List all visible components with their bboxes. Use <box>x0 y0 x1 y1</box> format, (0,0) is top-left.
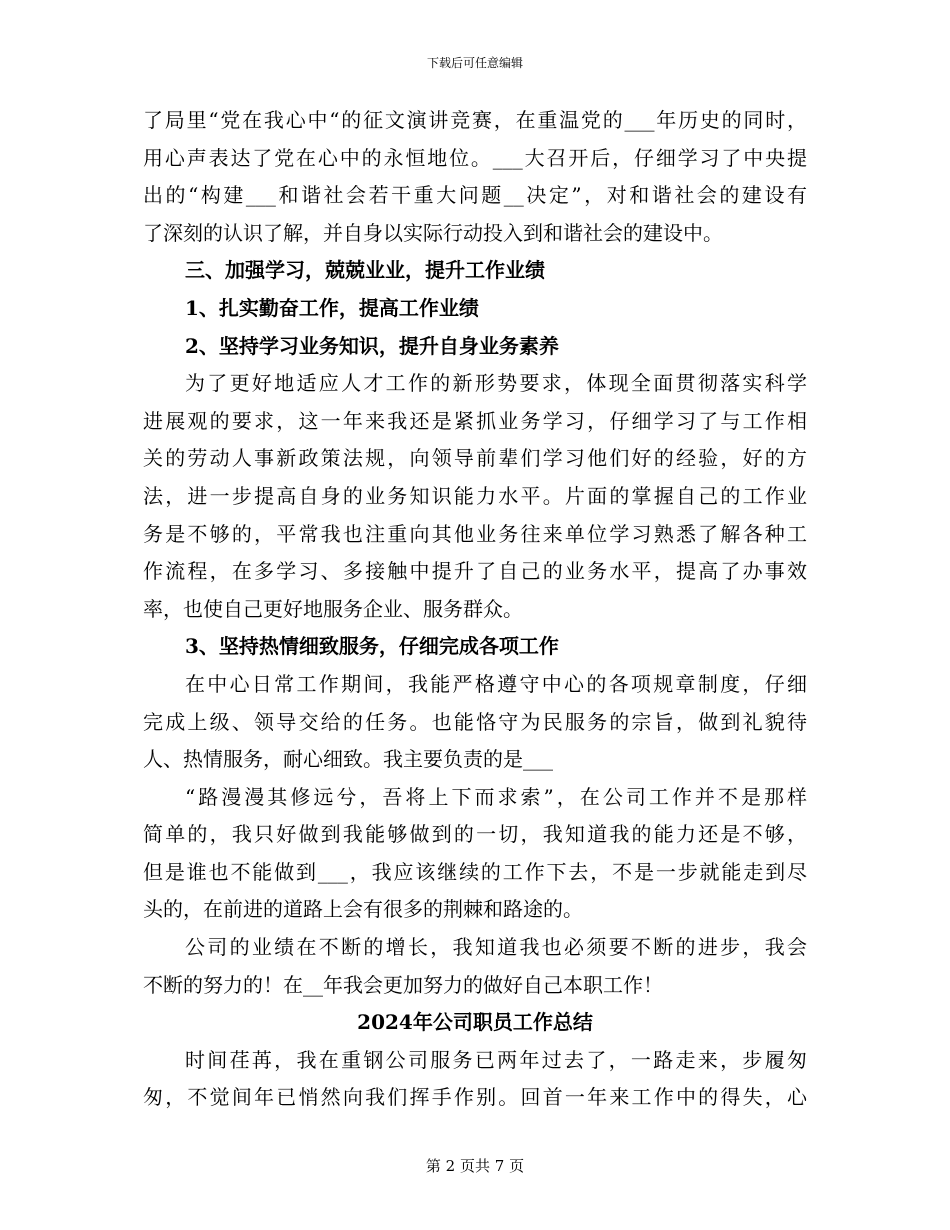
body-line: 不断的努力的！在__年我会更加努力的做好自己本职工作！ <box>143 972 663 997</box>
page-footer: 第 2 页共 7 页 <box>425 1157 525 1175</box>
body-line: 但是谁也不能做到___，我应该继续的工作下去，不是一步就能走到尽 <box>143 859 807 884</box>
paragraph-first-line: 公司的业绩在不断的增长，我知道我也必须要不断的进步，我会 <box>185 935 807 960</box>
paragraph-first-line: 在中心日常工作期间，我能严格遵守中心的各项规章制度，仔细 <box>185 671 807 696</box>
body-line: 进展观的要求，这一年来我还是紧抓业务学习，仔细学习了与工作相 <box>143 408 807 433</box>
section-heading: 2、坚持学习业务知识，提升自身业务素养 <box>185 333 559 358</box>
body-line: 简单的，我只好做到我能够做到的一切，我知道我的能力还是不够， <box>143 822 807 847</box>
section-heading: 三、加强学习，兢兢业业，提升工作业绩 <box>185 258 545 283</box>
section-title: 2024年公司职员工作总结 <box>357 1010 593 1035</box>
body-line: 用心声表达了党在心中的永恒地位。___大召开后，仔细学习了中央提 <box>143 145 807 170</box>
body-line: 法，进一步提高自身的业务知识能力水平。片面的掌握自己的工作业 <box>143 483 807 508</box>
body-line: 匆，不觉间年已悄然向我们挥手作别。回首一年来工作中的得失，心 <box>143 1085 807 1110</box>
section-heading: 1、扎实勤奋工作，提高工作业绩 <box>185 295 479 320</box>
body-line: 了深刻的认识了解，并自身以实际行动投入到和谐社会的建设中。 <box>143 220 723 245</box>
body-line: 了局里“党在我心中“的征文演讲竞赛，在重温党的___年历史的同时， <box>143 108 807 132</box>
body-line: 出的“构建___和谐社会若干重大问题__决定”，对和谐社会的建设有 <box>143 183 807 208</box>
body-line: 作流程，在多学习、多接触中提升了自己的业务水平，提高了办事效 <box>143 559 807 584</box>
page-header: 下载后可任意编辑 <box>426 56 523 70</box>
paragraph-first-line: “路漫漫其修远兮，吾将上下而求索”，在公司工作并不是那样 <box>185 784 807 809</box>
document-body <box>143 102 807 1117</box>
body-line: 头的，在前进的道路上会有很多的荆棘和路途的。 <box>143 897 583 922</box>
section-heading: 3、坚持热情细致服务，仔细完成各项工作 <box>185 634 559 659</box>
body-line: 完成上级、领导交给的任务。也能恪守为民服务的宗旨，做到礼貌待 <box>143 709 807 734</box>
body-line: 人、热情服务，耐心细致。我主要负责的是___ <box>143 747 553 772</box>
paragraph-first-line: 为了更好地适应人才工作的新形势要求，体现全面贯彻落实科学 <box>185 371 807 396</box>
body-line: 务是不够的，平常我也注重向其他业务往来单位学习熟悉了解各种工 <box>143 521 807 546</box>
body-line: 关的劳动人事新政策法规，向领导前辈们学习他们好的经验，好的方 <box>143 446 807 471</box>
paragraph-first-line: 时间荏苒，我在重钢公司服务已两年过去了，一路走来，步履匆 <box>185 1047 807 1072</box>
body-line: 率，也使自己更好地服务企业、服务群众。 <box>143 596 523 621</box>
